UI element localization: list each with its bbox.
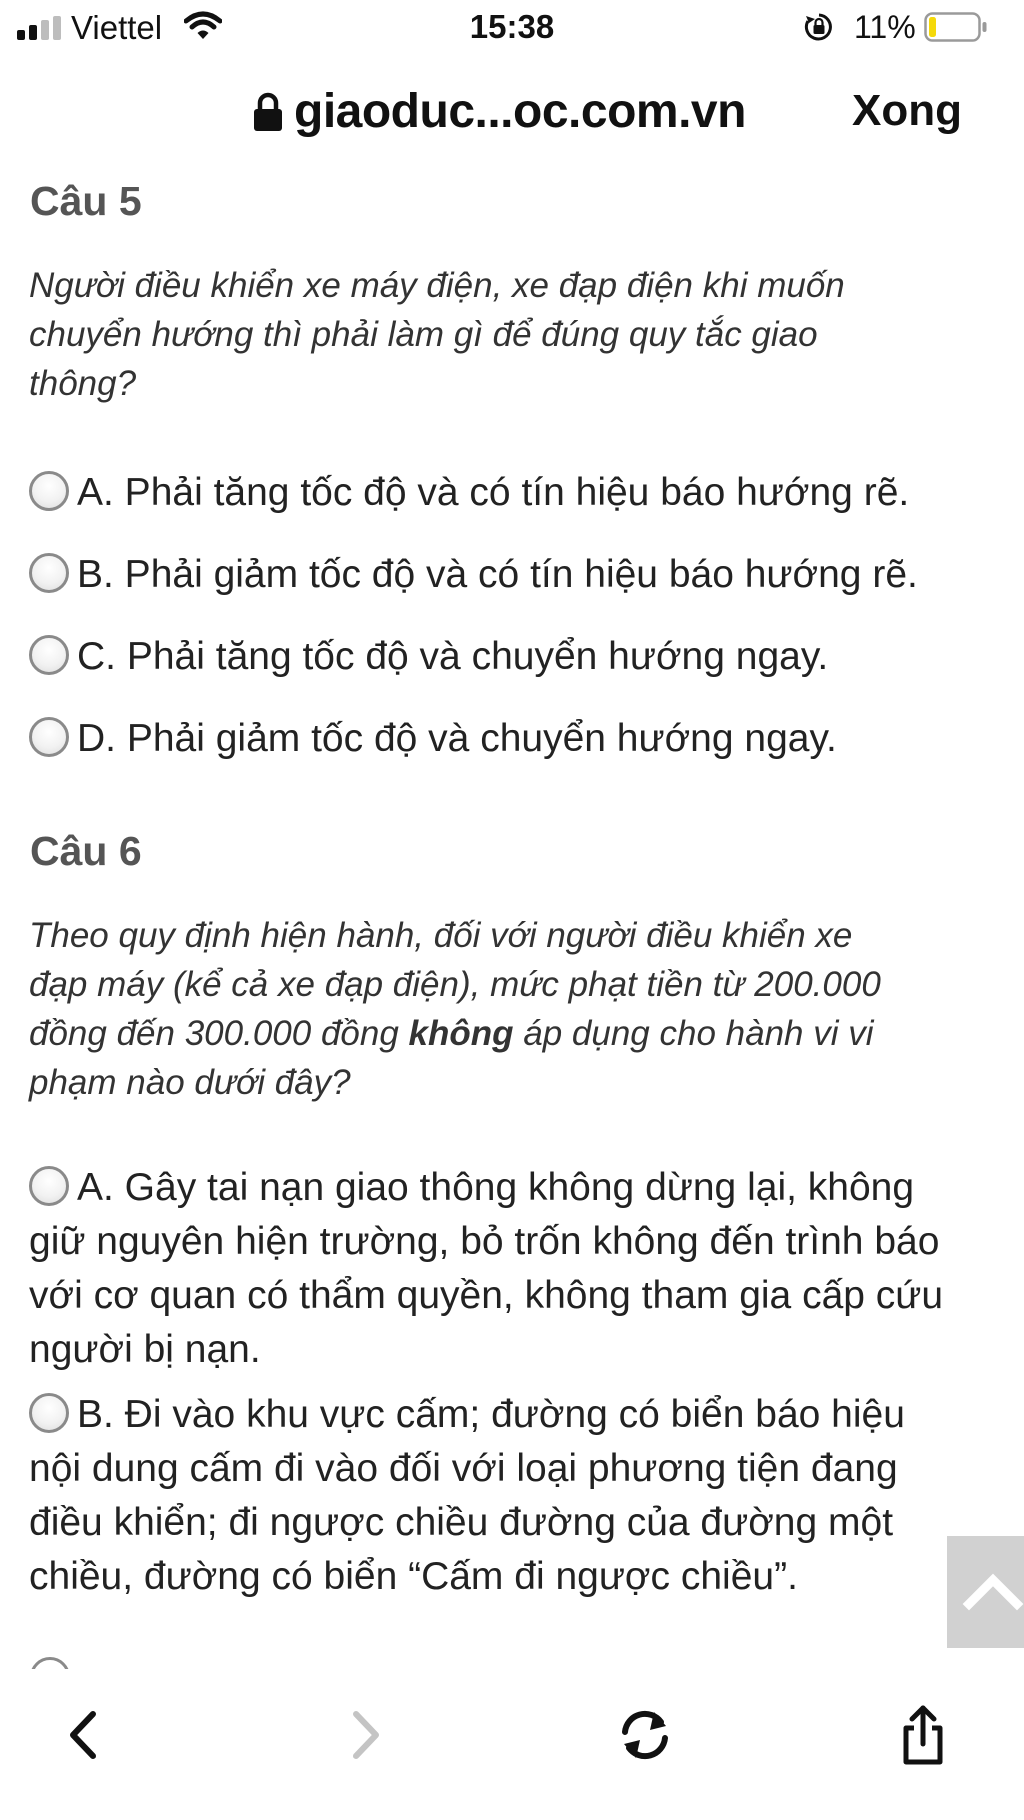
padlock-icon: [253, 92, 283, 132]
radio-button[interactable]: [29, 635, 69, 675]
reload-icon[interactable]: [610, 1700, 680, 1770]
question-text-line: đạp máy (kể cả xe đạp điện), mức phạt tiền từ 200.000: [29, 965, 881, 1004]
option-label: B. Phải giảm tốc độ và có tín hiệu báo hướng rẽ.: [77, 553, 918, 596]
radio-button[interactable]: [29, 717, 69, 757]
browser-toolbar: [0, 1670, 1024, 1820]
radio-button[interactable]: [29, 1393, 69, 1433]
forward-icon[interactable]: [330, 1700, 400, 1770]
question-text-line: thông?: [29, 364, 137, 403]
option-line: chiều, đường có biển “Cấm đi ngược chiều”.: [29, 1555, 798, 1598]
question-text-line: [29, 1009, 1014, 1058]
back-icon[interactable]: [49, 1700, 119, 1770]
option-line: nội dung cấm đi vào đối với loại phương tiện đang: [29, 1447, 898, 1490]
q5-option-a[interactable]: [29, 466, 909, 520]
status-bar: [0, 0, 1024, 62]
q5-option-d[interactable]: [29, 712, 837, 766]
battery-percent: 11%: [854, 9, 916, 45]
partial-radio-button: [30, 1657, 70, 1669]
chevron-up-icon: [947, 1536, 1024, 1648]
option-line: người bị nạn.: [29, 1328, 261, 1371]
option-label: D. Phải giảm tốc độ và chuyển hướng ngay.: [77, 717, 837, 760]
share-icon[interactable]: [888, 1700, 958, 1770]
radio-button[interactable]: [29, 553, 69, 593]
radio-button[interactable]: [29, 471, 69, 511]
option-label: B. Đi vào khu vực cấm; đường có biển báo hiệu: [77, 1393, 905, 1436]
question-text-segment: áp dụng cho hành vi vi: [513, 1014, 874, 1053]
option-line: điều khiển; đi ngược chiều đường của đường một: [29, 1501, 894, 1544]
option-label: A. Phải tăng tốc độ và có tín hiệu báo hướng rẽ.: [77, 471, 910, 514]
option-line: giữ nguyên hiện trường, bỏ trốn không đến trình báo: [29, 1220, 940, 1263]
option-line: với cơ quan có thẩm quyền, không tham gia cấp cứu: [29, 1274, 944, 1317]
question-text-segment: đồng đến 300.000 đồng: [29, 1014, 409, 1053]
question-5-text: [29, 261, 1014, 408]
question-6-heading: Câu 6: [30, 828, 142, 874]
question-5-heading: Câu 5: [30, 178, 142, 224]
page-url[interactable]: giaoduc...oc.com.vn: [294, 85, 746, 138]
option-line: [29, 1388, 905, 1442]
address-bar: [0, 78, 1024, 158]
q5-option-b[interactable]: [29, 548, 918, 602]
rotation-lock-icon: [804, 12, 834, 42]
q6-option-a[interactable]: [29, 1161, 943, 1377]
question-6-text: [29, 911, 1014, 1107]
emphasis-text: không: [408, 1014, 514, 1053]
question-text-line: Theo quy định hiện hành, đối với người điều khiển xe: [29, 916, 853, 955]
q5-option-c[interactable]: [29, 630, 828, 684]
carrier-name: Viettel: [71, 9, 163, 46]
question-text-line: chuyển hướng thì phải làm gì để đúng quy tắc giao: [29, 315, 818, 354]
done-button[interactable]: Xong: [852, 86, 962, 135]
question-text-line: phạm nào dưới đây?: [29, 1063, 351, 1102]
option-line: [29, 1161, 943, 1215]
battery-icon: [924, 12, 988, 42]
question-text-line: Người điều khiển xe máy điện, xe đạp điện khi muốn: [29, 266, 845, 305]
option-label: A. Gây tai nạn giao thông không dừng lại, không: [77, 1166, 915, 1209]
clock: 15:38: [469, 8, 555, 45]
scroll-to-top-button[interactable]: [947, 1536, 1024, 1648]
option-label: C. Phải tăng tốc độ và chuyển hướng ngay.: [77, 635, 829, 678]
q6-option-b[interactable]: [29, 1388, 905, 1604]
radio-button[interactable]: [29, 1166, 69, 1206]
